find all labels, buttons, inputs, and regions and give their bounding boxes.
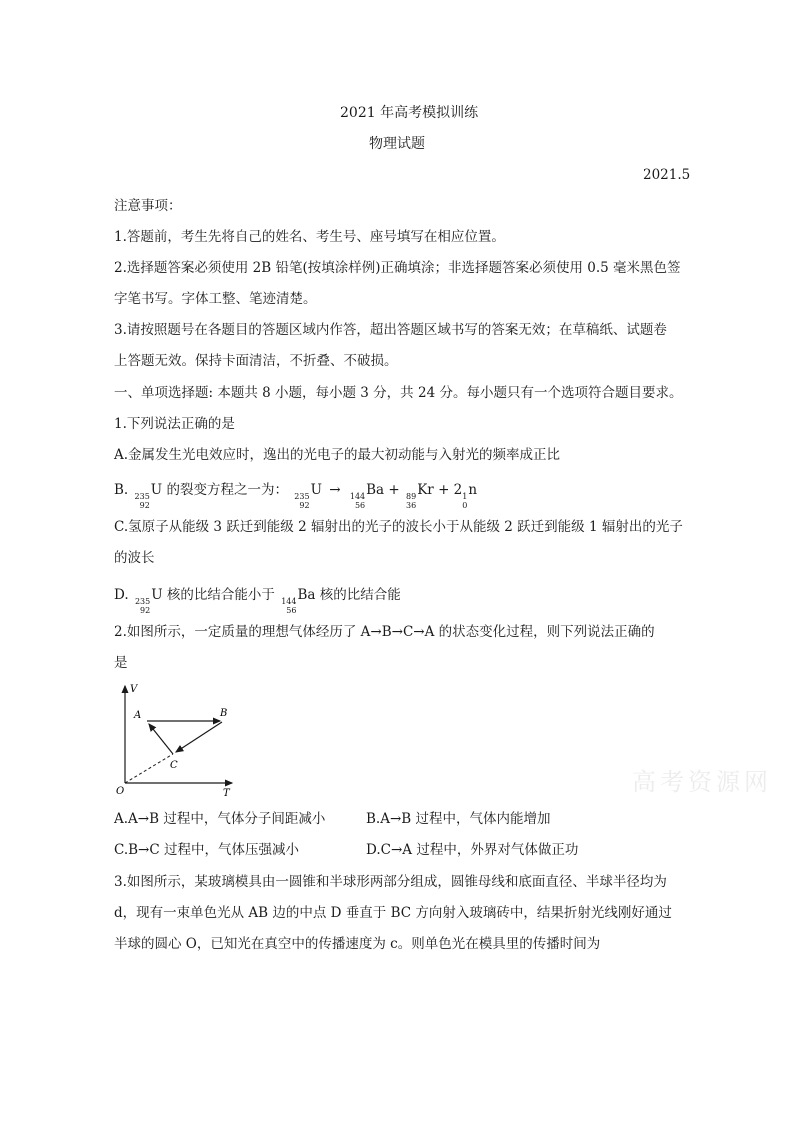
exam-date: 2021.5 [643, 167, 691, 183]
origin-label: O [116, 786, 125, 797]
notice-item-3: 3.请按照题号在各题目的答题区域内作答，超出答题区域书写的答案无效；在草稿纸、试题卷 [114, 322, 667, 338]
reaction-arrow: → [329, 482, 341, 498]
barium-nuclide: 144 56 Ba [281, 587, 316, 615]
dashed-origin-line [125, 754, 173, 783]
notice-heading: 注意事项： [114, 198, 182, 214]
section-heading: 一、单项选择题: 本题共 8 小题，每小题 3 分，共 24 分。每小题只有一个选项符合题目要求。 [114, 385, 683, 401]
q2-option-a: A.A→B 过程中，气体分子间距减小 [114, 811, 326, 827]
q1-option-d-suffix: 核的比结合能 [319, 587, 401, 603]
point-a-label: A [134, 710, 142, 721]
uranium-nuclide: 235 92 U [294, 482, 322, 510]
q3-stem-cont-2: 半球的圆心 O，已知光在真空中的传播速度为 c。则单色光在模具里的传播时间为 [114, 936, 601, 952]
q1-stem: 1.下列说法正确的是 [114, 416, 235, 432]
plus-sign: + [388, 482, 400, 498]
q2-stem: 2.如图所示，一定质量的理想气体经历了 A→B→C→A 的状态变化过程，则下列说法正确的 [114, 624, 655, 640]
q2-option-d: D.C→A 过程中，外界对气体做正功 [366, 842, 579, 858]
q1-option-d [114, 585, 401, 615]
point-c-label: C [170, 760, 178, 771]
q1-option-c-cont: 的波长 [114, 550, 155, 566]
q2-option-b: B.A→B 过程中，气体内能增加 [366, 811, 551, 827]
barium-nuclide: 144 56 Ba [349, 482, 385, 510]
notice-item-3-cont: 上答题无效。保持卡面清洁，不折叠、不破损。 [114, 353, 398, 369]
q1-option-d-prefix: D. [114, 587, 129, 603]
notice-item-1: 1.答题前，考生先将自己的姓名、考生号、座号填写在相应位置。 [114, 229, 505, 245]
watermark: 高考资源网 [632, 768, 772, 796]
uranium-nuclide: 235 92 U [134, 587, 163, 615]
q1-option-b [114, 480, 477, 510]
q3-stem: 3.如图所示，某玻璃模具由一圆锥和半球形两部分组成，圆锥母线和底面直径、半球半径均为 [114, 874, 667, 890]
uranium-nuclide: 235 92 U [134, 482, 163, 510]
q1-option-b-mid: 的裂变方程之一为： [166, 482, 288, 498]
plus-sign: + [438, 482, 450, 498]
exam-title: 2021 年高考模拟训练 [340, 105, 479, 121]
path-b-to-c [176, 722, 222, 752]
path-c-to-a [149, 724, 173, 754]
vt-diagram [112, 680, 252, 800]
notice-item-2-cont: 字笔书写。字体工整、笔迹清楚。 [114, 291, 317, 307]
krypton-nuclide: 89 36 Kr [406, 482, 434, 510]
q2-option-c: C.B→C 过程中，气体压强减小 [114, 842, 299, 858]
t-axis-label: T [223, 788, 230, 799]
q1-option-c: C.氢原子从能级 3 跃迁到能级 2 辐射出的光子的波长小于从能级 2 跃迁到能级 1 辐射出的光子 [114, 519, 683, 535]
notice-item-2: 2.选择题答案必须使用 2B 铅笔(按填涂样例)正确填涂；非选择题答案必须使用 0.5 毫米黑色签 [114, 260, 681, 276]
q1-option-a: A.金属发生光电效应时，逸出的光电子的最大初动能与入射光的频率成正比 [114, 447, 561, 463]
q1-option-b-prefix: B. [114, 482, 129, 498]
point-b-label: B [220, 708, 228, 719]
v-axis-label: V [130, 684, 138, 695]
exam-subject: 物理试题 [369, 136, 425, 152]
neutron-coefficient: 2 [453, 482, 463, 498]
q3-stem-cont-1: d，现有一束单色光从 AB 边的中点 D 垂直于 BC 方向射入玻璃砖中，结果折射光线刚好通过 [114, 905, 672, 921]
q2-stem-cont: 是 [114, 655, 128, 671]
q1-option-d-mid: 核的比结合能小于 [166, 587, 275, 603]
neutron-nuclide: 1 0 n [462, 482, 478, 510]
